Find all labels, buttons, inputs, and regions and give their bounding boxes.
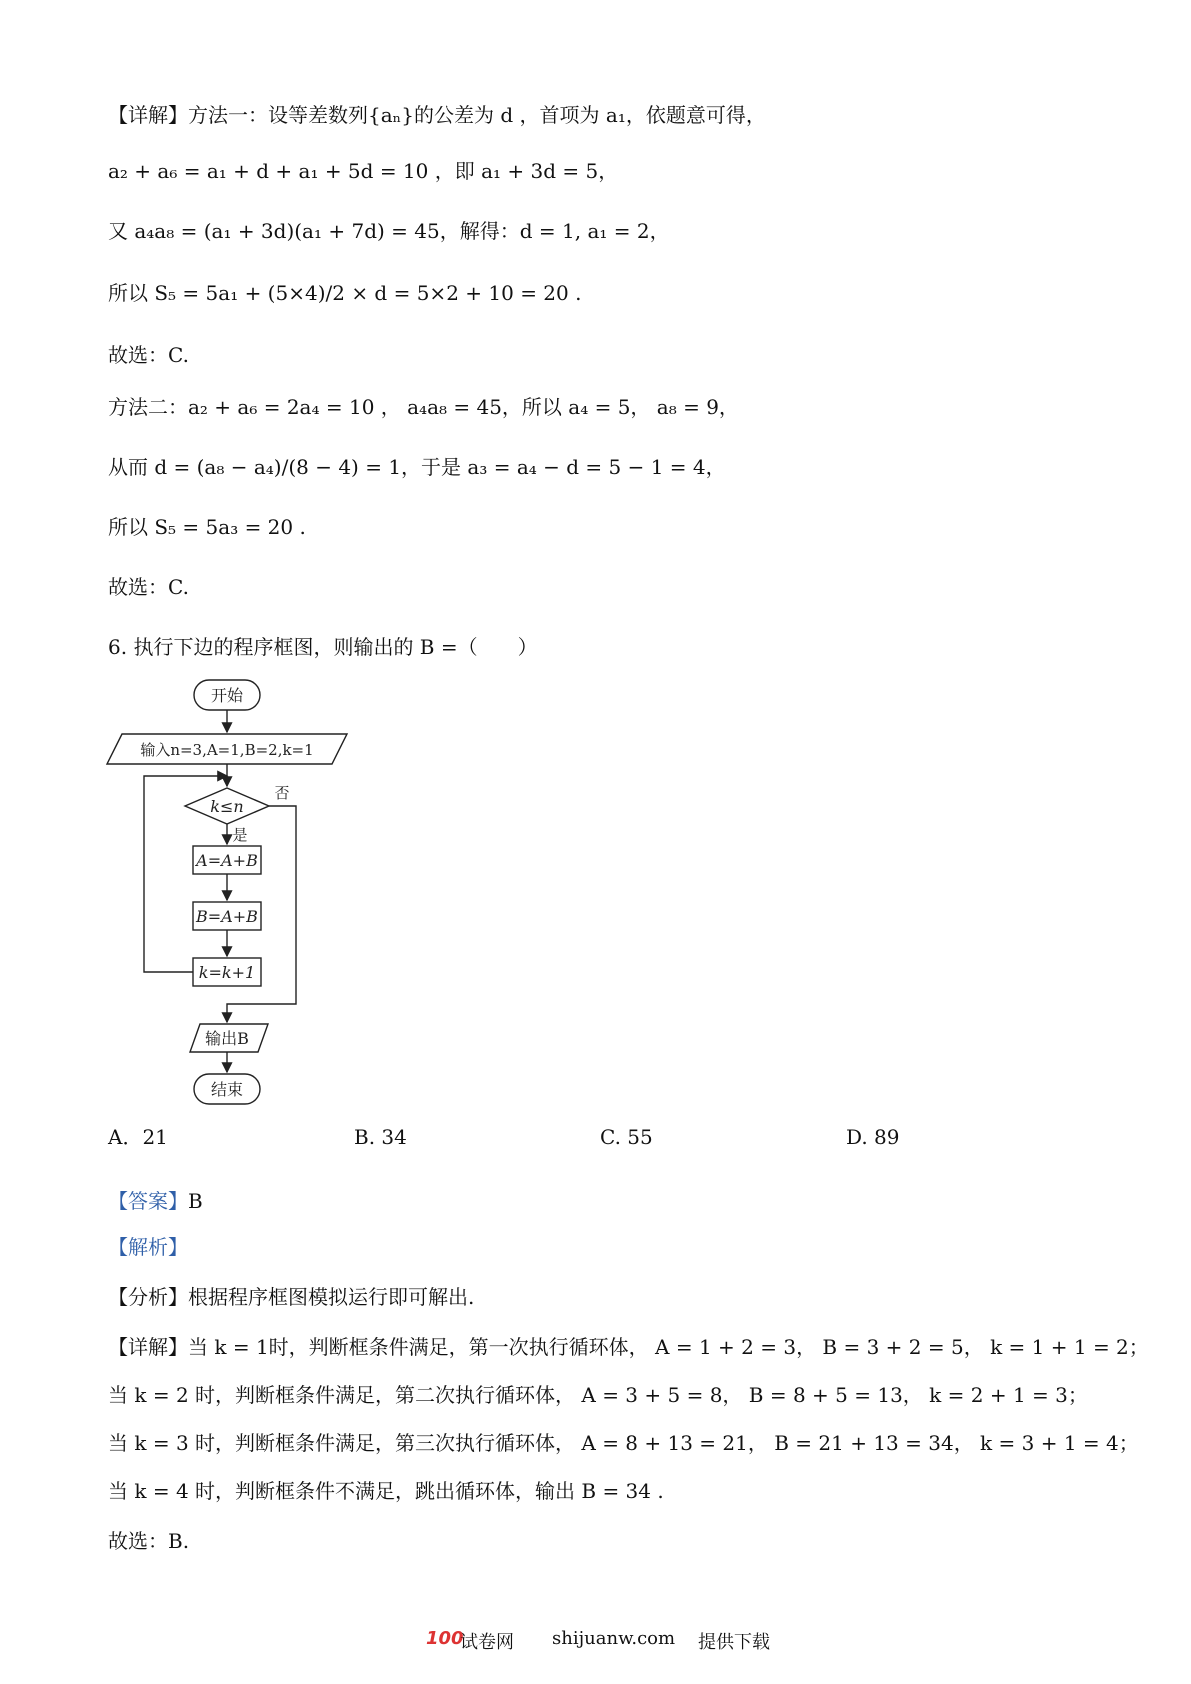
answer-value: B [188, 1189, 203, 1213]
option-d: D. 89 [846, 1125, 900, 1149]
output-label: 输出B [205, 1029, 249, 1048]
condition-label: k≤n [210, 797, 244, 816]
input-label: 输入n=3,A=1,B=2,k=1 [140, 741, 314, 759]
flowchart [100, 668, 360, 1128]
method2-line-1: 方法二：a₂ + a₆ = 2a₄ = 10 ， a₄a₈ = 45，所以 a₄ = 5， a₈ = 9， [108, 395, 739, 419]
method2-line-3: 所以 S₅ = 5a₃ = 20 . [108, 515, 306, 539]
site-logo: 100 [426, 1628, 464, 1649]
yes-label: 是 [232, 826, 248, 844]
option-c: C. 55 [600, 1125, 653, 1149]
analysis-line: 【分析】根据程序框图模拟运行即可解出. [108, 1285, 475, 1309]
detail2-line-2: 当 k = 2 时，判断框条件满足，第二次执行循环体， A = 3 + 5 = 8， B = 8 + 5 = 13， k = 2 + 1 = 3； [108, 1383, 1088, 1407]
method2-line-2: 从而 d = (a₈ − a₄)/(8 − 4) = 1，于是 a₃ = a₄ − d = 5 − 1 = 4， [108, 455, 726, 479]
detail2-line-4: 当 k = 4 时，判断框条件不满足，跳出循环体，输出 B = 34 . [108, 1479, 664, 1503]
step-a-label: A=A+B [196, 851, 258, 870]
step-k-label: k=k+1 [198, 963, 256, 982]
site-domain[interactable]: shijuanw.com [552, 1628, 676, 1649]
site-name: 试卷网 [460, 1632, 514, 1653]
no-label: 否 [274, 784, 290, 802]
footer-tail: 提供下载 [698, 1632, 770, 1653]
answer-label: 【答案】 [108, 1189, 188, 1213]
option-b: B. 34 [354, 1125, 407, 1149]
step-b-label: B=A+B [196, 907, 258, 926]
detail2-line-1: 【详解】当 k = 1时，判断框条件满足，第一次执行循环体， A = 1 + 2 = 3， B = 3 + 2 = 5， k = 1 + 1 = 2； [108, 1335, 1149, 1359]
analysis-label: 【解析】 [108, 1235, 188, 1259]
detail-line-3: 又 a₄a₈ = (a₁ + 3d)(a₁ + 7d) = 45，解得：d = 1, a₁ = 2， [108, 219, 670, 243]
answer-line [108, 1186, 203, 1216]
detail-line-2: a₂ + a₆ = a₁ + d + a₁ + 5d = 10 ，即 a₁ + 3d = 5， [108, 159, 619, 183]
detail2-line-3: 当 k = 3 时，判断框条件满足，第三次执行循环体， A = 8 + 13 = 21， B = 21 + 13 = 34， k = 3 + 1 = 4； [108, 1431, 1139, 1455]
option-a: A．21 [108, 1125, 168, 1149]
end-label: 结束 [210, 1080, 244, 1099]
detail-line-4: 所以 S₅ = 5a₁ + (5×4)/2 × d = 5×2 + 10 = 20 . [108, 281, 582, 305]
choice-line-1: 故选：C. [108, 343, 189, 367]
choice-line-2: 故选：C. [108, 575, 189, 599]
choice-line-3: 故选：B. [108, 1529, 190, 1553]
question-6: 6. 执行下边的程序框图，则输出的 B =（ ） [108, 635, 538, 659]
detail-line-1: 【详解】方法一：设等差数列{aₙ}的公差为 d ，首项为 a₁，依题意可得， [108, 103, 766, 127]
start-label: 开始 [210, 686, 244, 705]
